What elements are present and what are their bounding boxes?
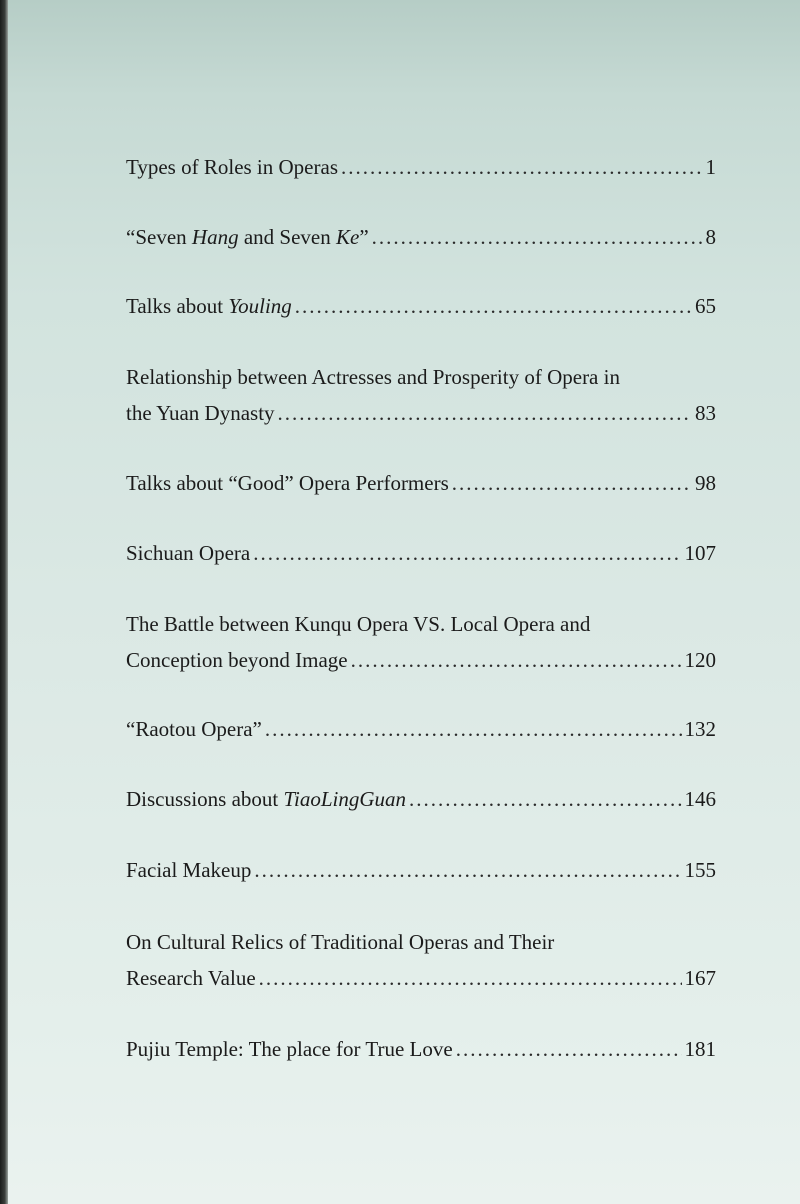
toc-page-number: 83 (695, 401, 716, 425)
toc-entry (126, 535, 716, 571)
toc-entry-title-line2: Conception beyond Image (126, 648, 348, 672)
toc-page-number: 155 (684, 858, 716, 882)
toc-entry (126, 711, 716, 747)
toc-page-number: 98 (695, 471, 716, 495)
dot-leader (254, 852, 681, 888)
dot-leader (265, 711, 682, 747)
toc-page-number: 181 (684, 1037, 716, 1061)
toc-entry-title: Talks about Youling (126, 294, 292, 318)
toc-entry-title-line1: On Cultural Relics of Traditional Operas and Their (126, 930, 555, 954)
toc-page-number: 65 (695, 294, 716, 318)
toc-page-number: 8 (705, 225, 716, 249)
toc-entry (126, 852, 716, 888)
toc-entry-title-line2: the Yuan Dynasty (126, 401, 275, 425)
dot-leader (452, 465, 692, 501)
toc-entry-title-line2: Research Value (126, 966, 256, 990)
toc-entry (126, 359, 716, 431)
toc-entry-title: Facial Makeup (126, 858, 252, 882)
toc-entry-title: Discussions about TiaoLingGuan (126, 787, 407, 811)
toc-entry (126, 924, 716, 996)
toc-entry (126, 781, 716, 817)
toc-page-number: 132 (684, 717, 716, 741)
dot-leader (278, 395, 692, 431)
toc-entry-title-line1: The Battle between Kunqu Opera VS. Local Opera and (126, 612, 591, 636)
toc-entry-title: Types of Roles in Operas (126, 155, 338, 179)
toc-entry (126, 606, 716, 678)
dot-leader (341, 149, 703, 185)
toc-entry (126, 1031, 716, 1067)
toc-entry-title: Talks about “Good” Opera Performers (126, 471, 449, 495)
dot-leader (409, 781, 681, 817)
toc-entry-title: “Seven Hang and Seven Ke” (126, 225, 369, 249)
toc-entry (126, 219, 716, 255)
dot-leader (253, 535, 681, 571)
dot-leader (351, 642, 682, 678)
toc-page-number: 146 (684, 787, 716, 811)
toc-page-number: 120 (684, 648, 716, 672)
toc-entry-title: Pujiu Temple: The place for True Love (126, 1037, 453, 1061)
dot-leader (456, 1031, 682, 1067)
toc-page-number: 167 (684, 966, 716, 990)
toc-entry (126, 288, 716, 324)
toc-page-number: 107 (684, 541, 716, 565)
toc-entry-title: Sichuan Opera (126, 541, 251, 565)
toc-entry-title: “Raotou Opera” (126, 717, 262, 741)
dot-leader (259, 960, 682, 996)
dot-leader (372, 219, 703, 255)
toc-entry-title-line1: Relationship between Actresses and Prosperity of Opera in (126, 365, 620, 389)
toc-entry (126, 149, 716, 185)
dot-leader (295, 288, 692, 324)
toc-entry (126, 465, 716, 501)
toc-page-number: 1 (705, 155, 716, 179)
